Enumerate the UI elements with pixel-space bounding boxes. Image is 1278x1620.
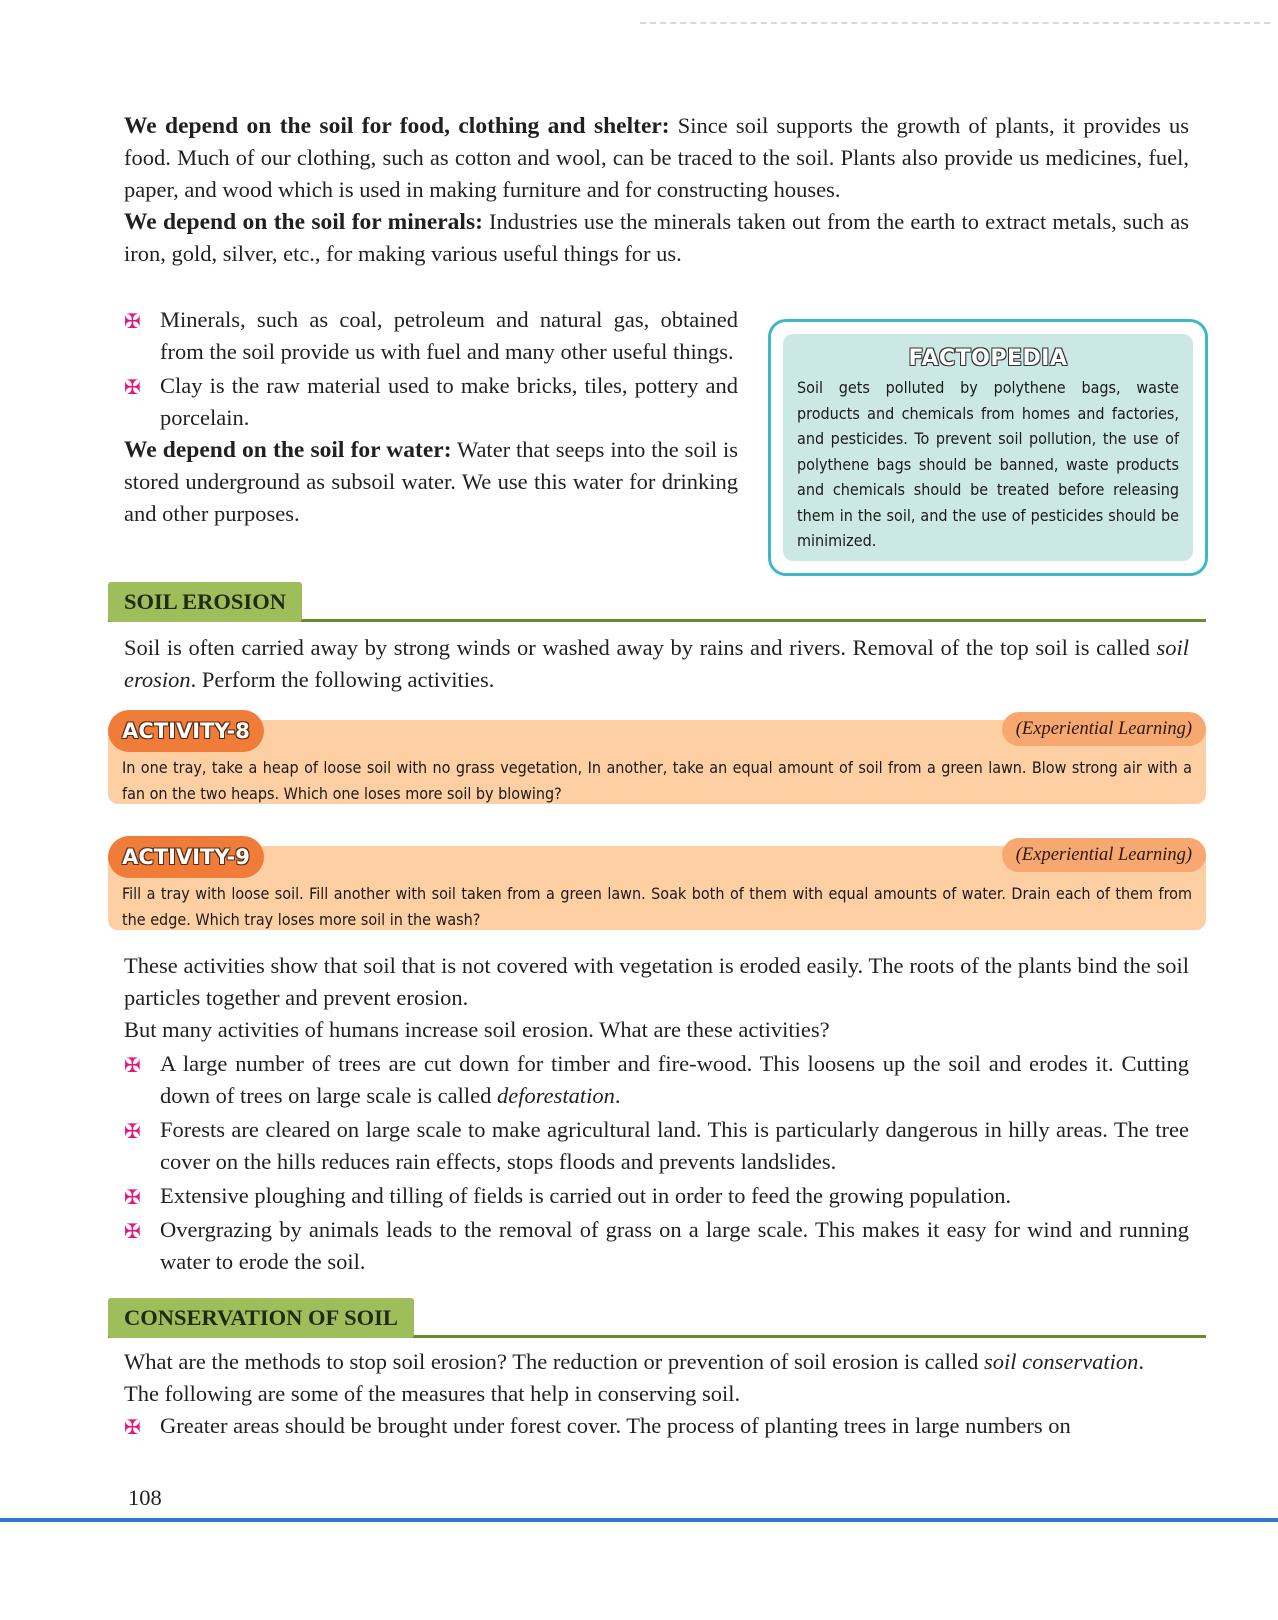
para-minerals-lead: We depend on the soil for minerals: bbox=[124, 209, 483, 235]
activity-8-box bbox=[108, 710, 1206, 804]
list-item: ✠ Clay is the raw material used to make bricks, tiles, pottery and porcelain. bbox=[124, 373, 738, 430]
conservation-list bbox=[124, 1410, 1189, 1442]
cross-bullet-icon: ✠ bbox=[124, 1221, 141, 1243]
after-activities-p2: But many activities of humans increase soil erosion. What are these activities? bbox=[124, 1017, 830, 1042]
activity-9-text: Fill a tray with loose soil. Fill another with soil taken from a green lawn. Soak both of them with equal amounts of water. Drain each of them from the edge. Which tray loses more soil in the wash? bbox=[122, 884, 1192, 929]
soil-erosion-intro: Soil is often carried away by strong winds or washed away by rains and rivers. Removal of the top soil is called soil erosion. Perform the following activities. bbox=[124, 635, 1189, 692]
list-item: ✠ Forests are cleared on large scale to make agricultural land. This is particularly dangerous in hilly areas. The tree cover on the hills reduces rain effects, stops floods and prevents landslides. bbox=[124, 1117, 1189, 1174]
term-soil-erosion: soil erosion bbox=[124, 635, 1189, 692]
term-soil-conservation: soil conservation bbox=[984, 1349, 1139, 1374]
after-activities-p1: These activities show that soil that is not covered with vegetation is eroded easily. The roots of the plants bind the soil particles together and prevent erosion. bbox=[124, 953, 1189, 1010]
factopedia-inner bbox=[783, 334, 1193, 561]
conservation-title: CONSERVATION OF SOIL bbox=[108, 1298, 414, 1338]
list-item: ✠ A large number of trees are cut down for timber and fire-wood. This loosens up the soil and erodes it. Cutting down of trees on large scale is called deforestation. bbox=[124, 1051, 1189, 1108]
page-number: 108 bbox=[128, 1485, 162, 1510]
erosion-causes-section bbox=[124, 950, 1189, 1278]
cross-bullet-icon: ✠ bbox=[124, 377, 141, 399]
factopedia-text: Soil gets polluted by polythene bags, waste products and chemicals from homes and factories, and pesticides. To prevent soil pollution, the use of polythene bags should be banned, waste products and chemicals should be treated before releasing them in the soil, and the use of pesticides should be minimized. bbox=[797, 378, 1179, 550]
cross-bullet-icon: ✠ bbox=[124, 1121, 141, 1143]
top-dashed-line bbox=[640, 22, 1270, 24]
activity-8-text: In one tray, take a heap of loose soil with no grass vegetation, In another, take an equal amount of soil from a green lawn. Blow strong air with a fan on the two heaps. Which one loses more soil by blowing? bbox=[122, 758, 1192, 803]
cross-bullet-icon: ✠ bbox=[124, 1187, 141, 1209]
para-water-text: Water that seeps into the soil is stored underground as subsoil water. We use this water for drinking and other purposes. bbox=[124, 437, 738, 526]
para-minerals-text: Industries use the minerals taken out from the earth to extract metals, such as iron, gold, silver, etc., for making various useful things for us. bbox=[124, 209, 1189, 266]
para-minerals bbox=[124, 206, 1189, 270]
activity-8-label: ACTIVITY-8 bbox=[108, 710, 264, 752]
cross-bullet-icon: ✠ bbox=[124, 1417, 141, 1439]
activity-9-tag: (Experiential Learning) bbox=[1002, 838, 1206, 872]
minerals-water-column bbox=[124, 304, 738, 530]
factopedia-title: FACTOPEDIA bbox=[908, 346, 1068, 371]
bottom-rule bbox=[0, 1518, 1278, 1522]
activity-8-tag: (Experiential Learning) bbox=[1002, 712, 1206, 746]
erosion-causes-list bbox=[124, 1048, 1189, 1278]
list-item: ✠ Overgrazing by animals leads to the removal of grass on a large scale. This makes it easy for wind and running water to erode the soil. bbox=[124, 1217, 1189, 1274]
conservation-heading bbox=[108, 1298, 1206, 1340]
list-item: ✠ Extensive ploughing and tilling of fields is carried out in order to feed the growing population. bbox=[124, 1180, 1189, 1212]
para-food bbox=[124, 110, 1189, 206]
term-deforestation: deforestation bbox=[496, 1083, 615, 1108]
para-water bbox=[124, 434, 738, 530]
para-food-lead: We depend on the soil for food, clothing and shelter: bbox=[124, 113, 670, 139]
conservation-p2: The following are some of the measures that help in conserving soil. bbox=[124, 1381, 741, 1406]
activity-9-box bbox=[108, 836, 1206, 930]
activity-9-label: ACTIVITY-9 bbox=[108, 836, 264, 878]
para-food-text: Since soil supports the growth of plants, it provides us food. Much of our clothing, such as cotton and wool, can be traced to the soil. Plants also provide us medicines, fuel, paper, and wood which is used in making furniture and for constructing houses. bbox=[124, 113, 1189, 202]
cross-bullet-icon: ✠ bbox=[124, 1055, 141, 1077]
intro-section bbox=[124, 110, 1189, 270]
list-item: ✠ Minerals, such as coal, petroleum and natural gas, obtained from the soil provide us with fuel and many other useful things. bbox=[124, 307, 738, 364]
para-water-lead: We depend on the soil for water: bbox=[124, 437, 452, 463]
soil-erosion-heading bbox=[108, 582, 1206, 624]
minerals-list bbox=[124, 304, 738, 434]
factopedia-box bbox=[768, 319, 1208, 576]
cross-bullet-icon: ✠ bbox=[124, 311, 141, 333]
soil-erosion-title: SOIL EROSION bbox=[108, 582, 302, 622]
conservation-section: What are the methods to stop soil erosion? The reduction or prevention of soil erosion is called soil conservation. The following are some of the measures that help in conserving soil. ✠ Greater areas should be brought under forest cover. The process of planting trees in large numbers on bbox=[124, 1346, 1189, 1442]
list-item: ✠ Greater areas should be brought under forest cover. The process of planting trees in large numbers on bbox=[124, 1410, 1189, 1442]
